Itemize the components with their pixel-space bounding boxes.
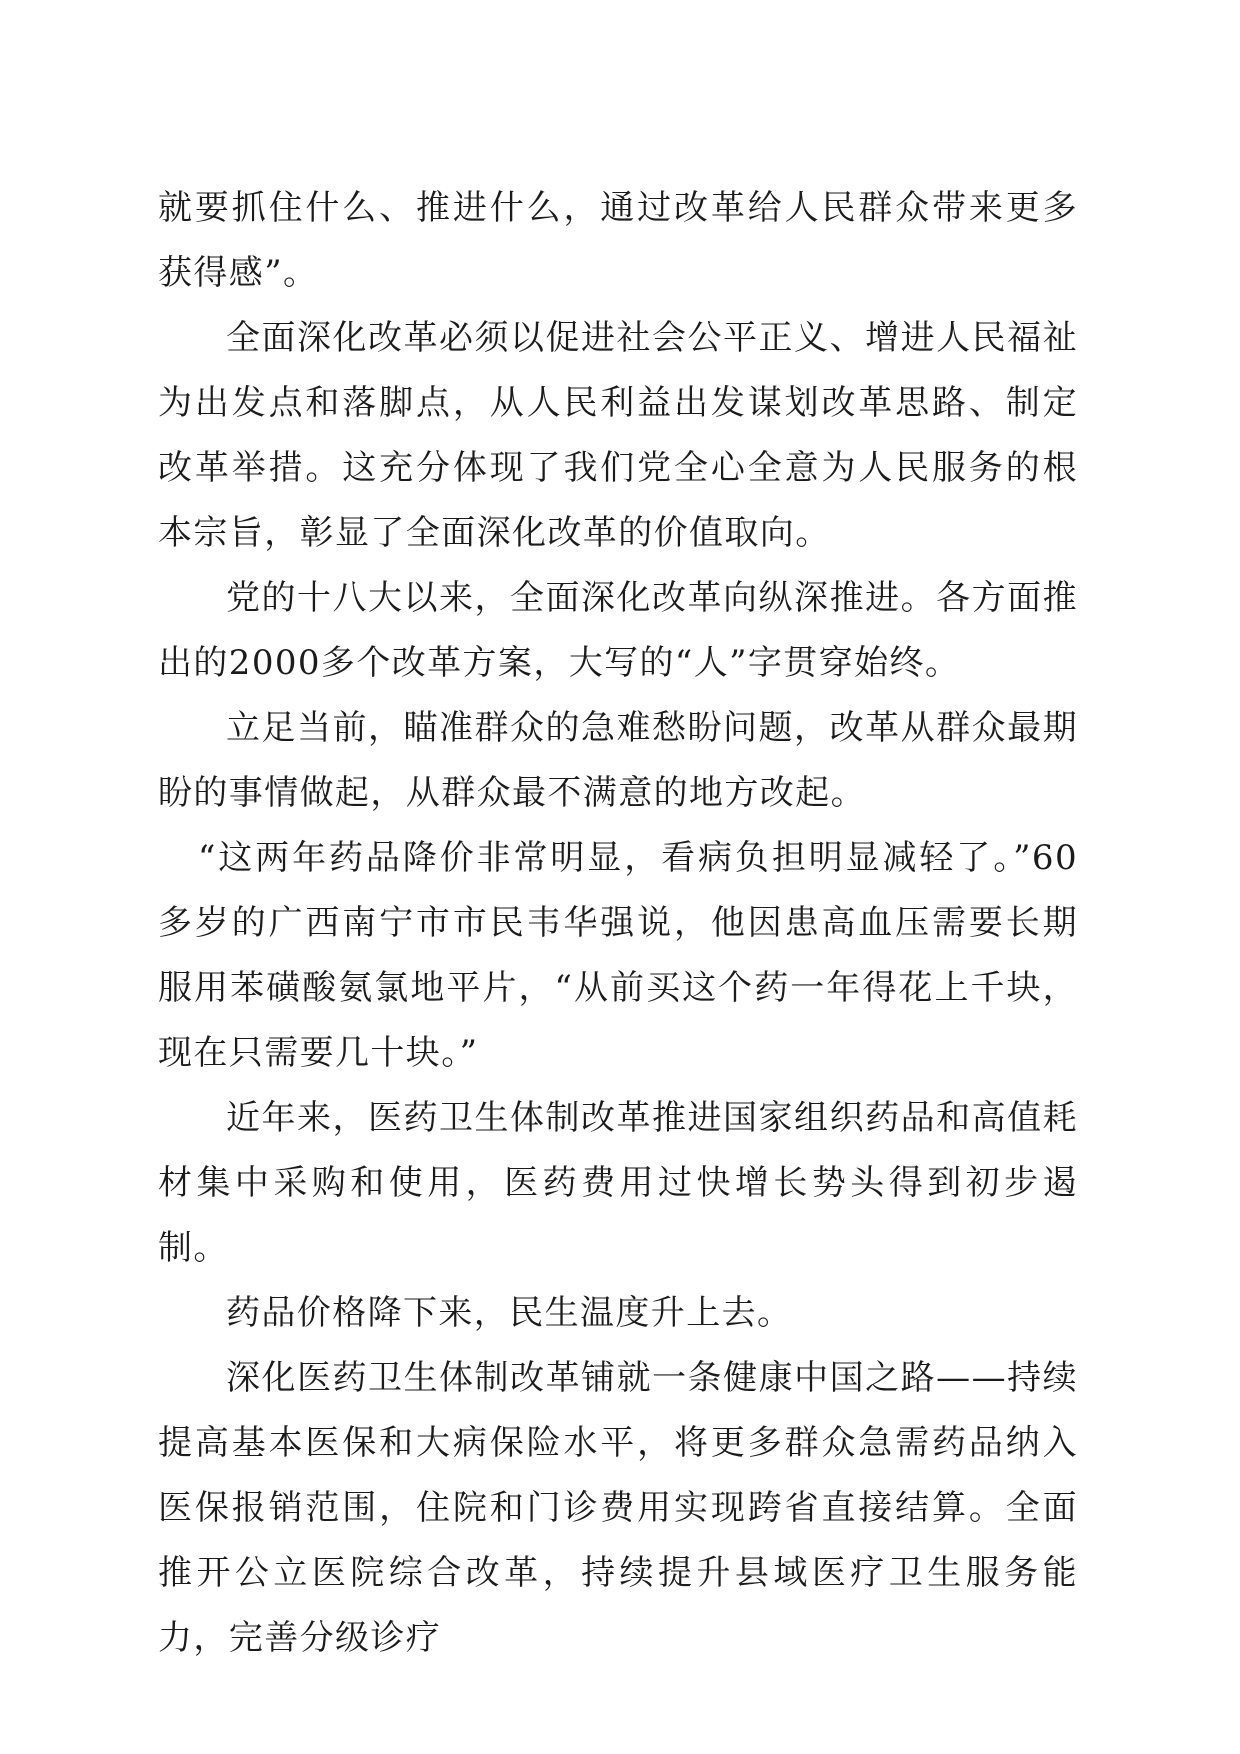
paragraph-1: 就要抓住什么、推进什么，通过改革给人民群众带来更多获得感”。: [158, 188, 1078, 293]
paragraph-8: 深化医药卫生体制改革铺就一条健康中国之路——持续提高基本医保和大病保险水平，将更多群众急需药品纳入医保报销范围，住院和门诊费用实现跨省直接结算。全面推开公立医院综合改革，持续提升县域医疗卫生服务能力，完善分级诊疗: [158, 1358, 1078, 1658]
paragraph-2: 全面深化改革必须以促进社会公平正义、增进人民福祉为出发点和落脚点，从人民利益出发谋划改革思路、制定改革举措。这充分体现了我们党全心全意为人民服务的根本宗旨，彰显了全面深化改革的价值取向。: [158, 318, 1078, 553]
paragraph-3: 党的十八大以来，全面深化改革向纵深推进。各方面推出的2000多个改革方案，大写的“人”字贯穿始终。: [158, 578, 1078, 683]
paragraph-7: 药品价格降下来，民生温度升上去。: [226, 1293, 793, 1333]
paragraph-5-quote: “这两年药品降价非常明显，看病负担明显减轻了。”60多岁的广西南宁市市民韦华强说，他因患高血压需要长期服用苯磺酸氨氯地平片，“从前买这个药一年得花上千块，现在只需要几十块。”: [158, 838, 1078, 1073]
paragraph-6: 近年来，医药卫生体制改革推进国家组织药品和高值耗材集中采购和使用，医药费用过快增长势头得到初步遏制。: [158, 1098, 1078, 1268]
document-page: [158, 176, 1078, 1671]
paragraph-4: 立足当前，瞄准群众的急难愁盼问题，改革从群众最期盼的事情做起，从群众最不满意的地方改起。: [158, 708, 1078, 813]
